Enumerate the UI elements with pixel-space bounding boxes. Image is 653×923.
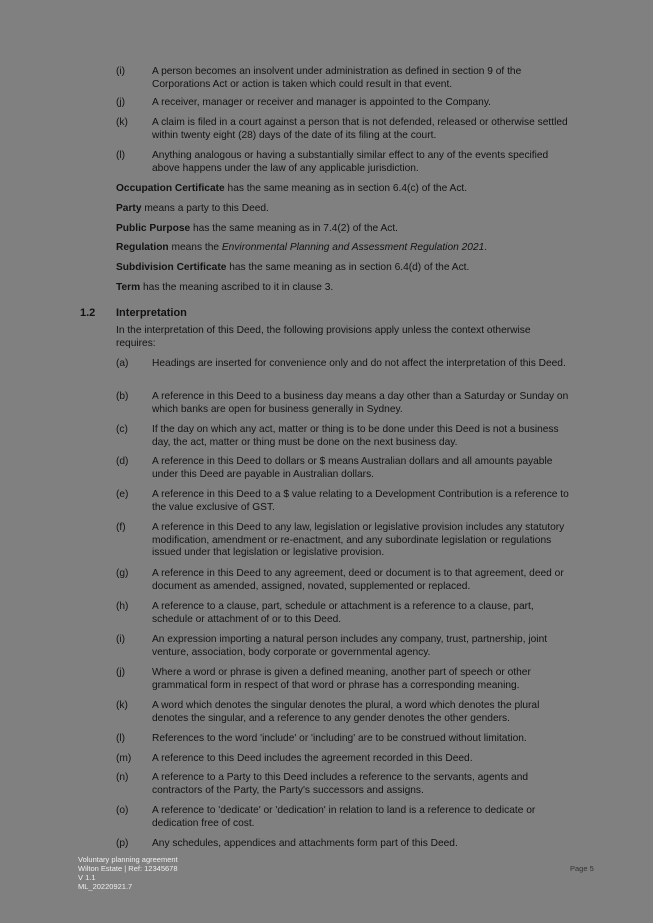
regulation-title: Environmental Planning and Assessment Regulation 2021 <box>221 242 485 253</box>
item-number: (d) <box>116 456 129 467</box>
item-text: A reference to 'dedicate' or 'dedication' in relation to land is a reference to dedicate or dedication free of cost. <box>152 805 536 829</box>
item-number: (i) <box>116 634 126 645</box>
defined-term: Subdivision Certificate <box>116 262 227 273</box>
item-text: Headings are inserted for convenience only and do not affect the interpretation of this Deed. <box>152 358 566 369</box>
item-text: Any schedules, appendices and attachments form part of this Deed. <box>152 838 458 849</box>
definition <box>116 282 576 295</box>
section-number: 1.2 <box>80 307 96 319</box>
item-number: (o) <box>116 805 129 816</box>
definition <box>116 242 576 255</box>
definition <box>116 183 576 196</box>
item-number: (h) <box>116 601 129 612</box>
item-text: Anything analogous or having a substantially similar effect to any of the events specified above happens under the law of any applicable jurisdiction. <box>152 150 549 174</box>
defined-term: Regulation <box>116 242 169 253</box>
definition-tail: . <box>484 242 488 253</box>
defined-term: Occupation Certificate <box>116 183 225 194</box>
item-text: A reference in this Deed to a business day means a day other than a Saturday or Sunday on which banks are open for business generally in Sydney. <box>152 391 569 415</box>
definition <box>116 203 576 216</box>
item-number: (p) <box>116 838 129 849</box>
item-number: (l) <box>116 150 126 161</box>
definition-text: has the same meaning as in section 6.4(c) of the Act. <box>224 183 468 194</box>
footer-doc-id: ML_20220921.7 <box>78 882 133 891</box>
defined-term: Party <box>116 203 142 214</box>
item-text: A person becomes an insolvent under administration as defined in section 9 of the Corporations Act or action is taken which could result in that event. <box>152 66 522 90</box>
item-number: (j) <box>116 667 126 678</box>
section-intro: In the interpretation of this Deed, the following provisions apply unless the context otherwise requires: <box>116 325 531 349</box>
section-title: Interpretation <box>116 307 187 319</box>
item-number: (g) <box>116 568 129 579</box>
definition-text: has the same meaning as in section 6.4(d) of the Act. <box>226 262 470 273</box>
page-footer <box>78 855 178 891</box>
definition <box>116 223 576 236</box>
definition-text: means the <box>168 242 222 253</box>
footer-version: V 1.1 <box>78 873 96 882</box>
defined-term: Term <box>116 282 141 293</box>
item-number: (b) <box>116 391 129 402</box>
item-number: (n) <box>116 772 129 783</box>
item-number: (m) <box>116 753 132 764</box>
item-number: (k) <box>116 700 128 711</box>
defined-term: Public Purpose <box>116 223 191 234</box>
item-text: A reference to a Party to this Deed includes a reference to the servants, agents and contractors of the Party, the Party's successors and assigns. <box>152 772 529 796</box>
item-text: A reference in this Deed to any agreement, deed or document is to that agreement, deed or document as amended, assigned, novated, supplemented or replaced. <box>152 568 564 592</box>
item-text: A claim is filed in a court against a person that is not defended, released or otherwise settled within twenty eight (28) days of the date of its filing at the court. <box>152 117 568 141</box>
page-number: Page 5 <box>570 864 594 873</box>
item-text: A receiver, manager or receiver and manager is appointed to the Company. <box>152 97 492 108</box>
item-number: (l) <box>116 733 126 744</box>
definition-text: has the same meaning as in 7.4(2) of the Act. <box>190 223 399 234</box>
item-number: (f) <box>116 522 126 533</box>
item-text: A reference in this Deed to any law, legislation or legislative provision includes any statutory modification, amendment or re-enactment, and any subordinate legislation or regulations issued under that legislation or legislative provision. <box>152 522 565 558</box>
item-text: An expression importing a natural person includes any company, trust, partnership, joint venture, association, body corporate or governmental agency. <box>152 634 548 658</box>
item-text: A reference in this Deed to a $ value relating to a Development Contribution is a reference to the value exclusive of GST. <box>152 489 569 513</box>
item-text: Where a word or phrase is given a defined meaning, another part of speech or other grammatical form in respect of that word or phrase has a corresponding meaning. <box>152 667 531 691</box>
item-number: (c) <box>116 424 128 435</box>
definition-text: means a party to this Deed. <box>141 203 269 214</box>
definition-text: has the meaning ascribed to it in clause 3. <box>140 282 334 293</box>
footer-reference: Wilton Estate | Ref: 12345678 <box>78 864 178 873</box>
item-text: A reference to a clause, part, schedule or attachment is a reference to a clause, part, schedule or attachment of or to this Deed. <box>152 601 534 625</box>
item-number: (j) <box>116 97 126 108</box>
definition <box>116 262 576 275</box>
item-text: If the day on which any act, matter or thing is to be done under this Deed is not a business day, the act, matter or thing must be done on the next business day. <box>152 424 559 448</box>
item-text: A reference to this Deed includes the agreement recorded in this Deed. <box>152 753 473 764</box>
item-number: (a) <box>116 358 129 369</box>
item-number: (k) <box>116 117 128 128</box>
item-number: (i) <box>116 66 126 77</box>
item-text: A word which denotes the singular denotes the plural, a word which denotes the plural denotes the singular, and a reference to any gender denotes the other genders. <box>152 700 540 724</box>
item-text: References to the word 'include' or 'including' are to be construed without limitation. <box>152 733 527 744</box>
item-number: (e) <box>116 489 129 500</box>
footer-doc-title: Voluntary planning agreement <box>78 855 178 864</box>
item-text: A reference in this Deed to dollars or $ means Australian dollars and all amounts payable under this Deed are payable in Australian dollars. <box>152 456 553 480</box>
